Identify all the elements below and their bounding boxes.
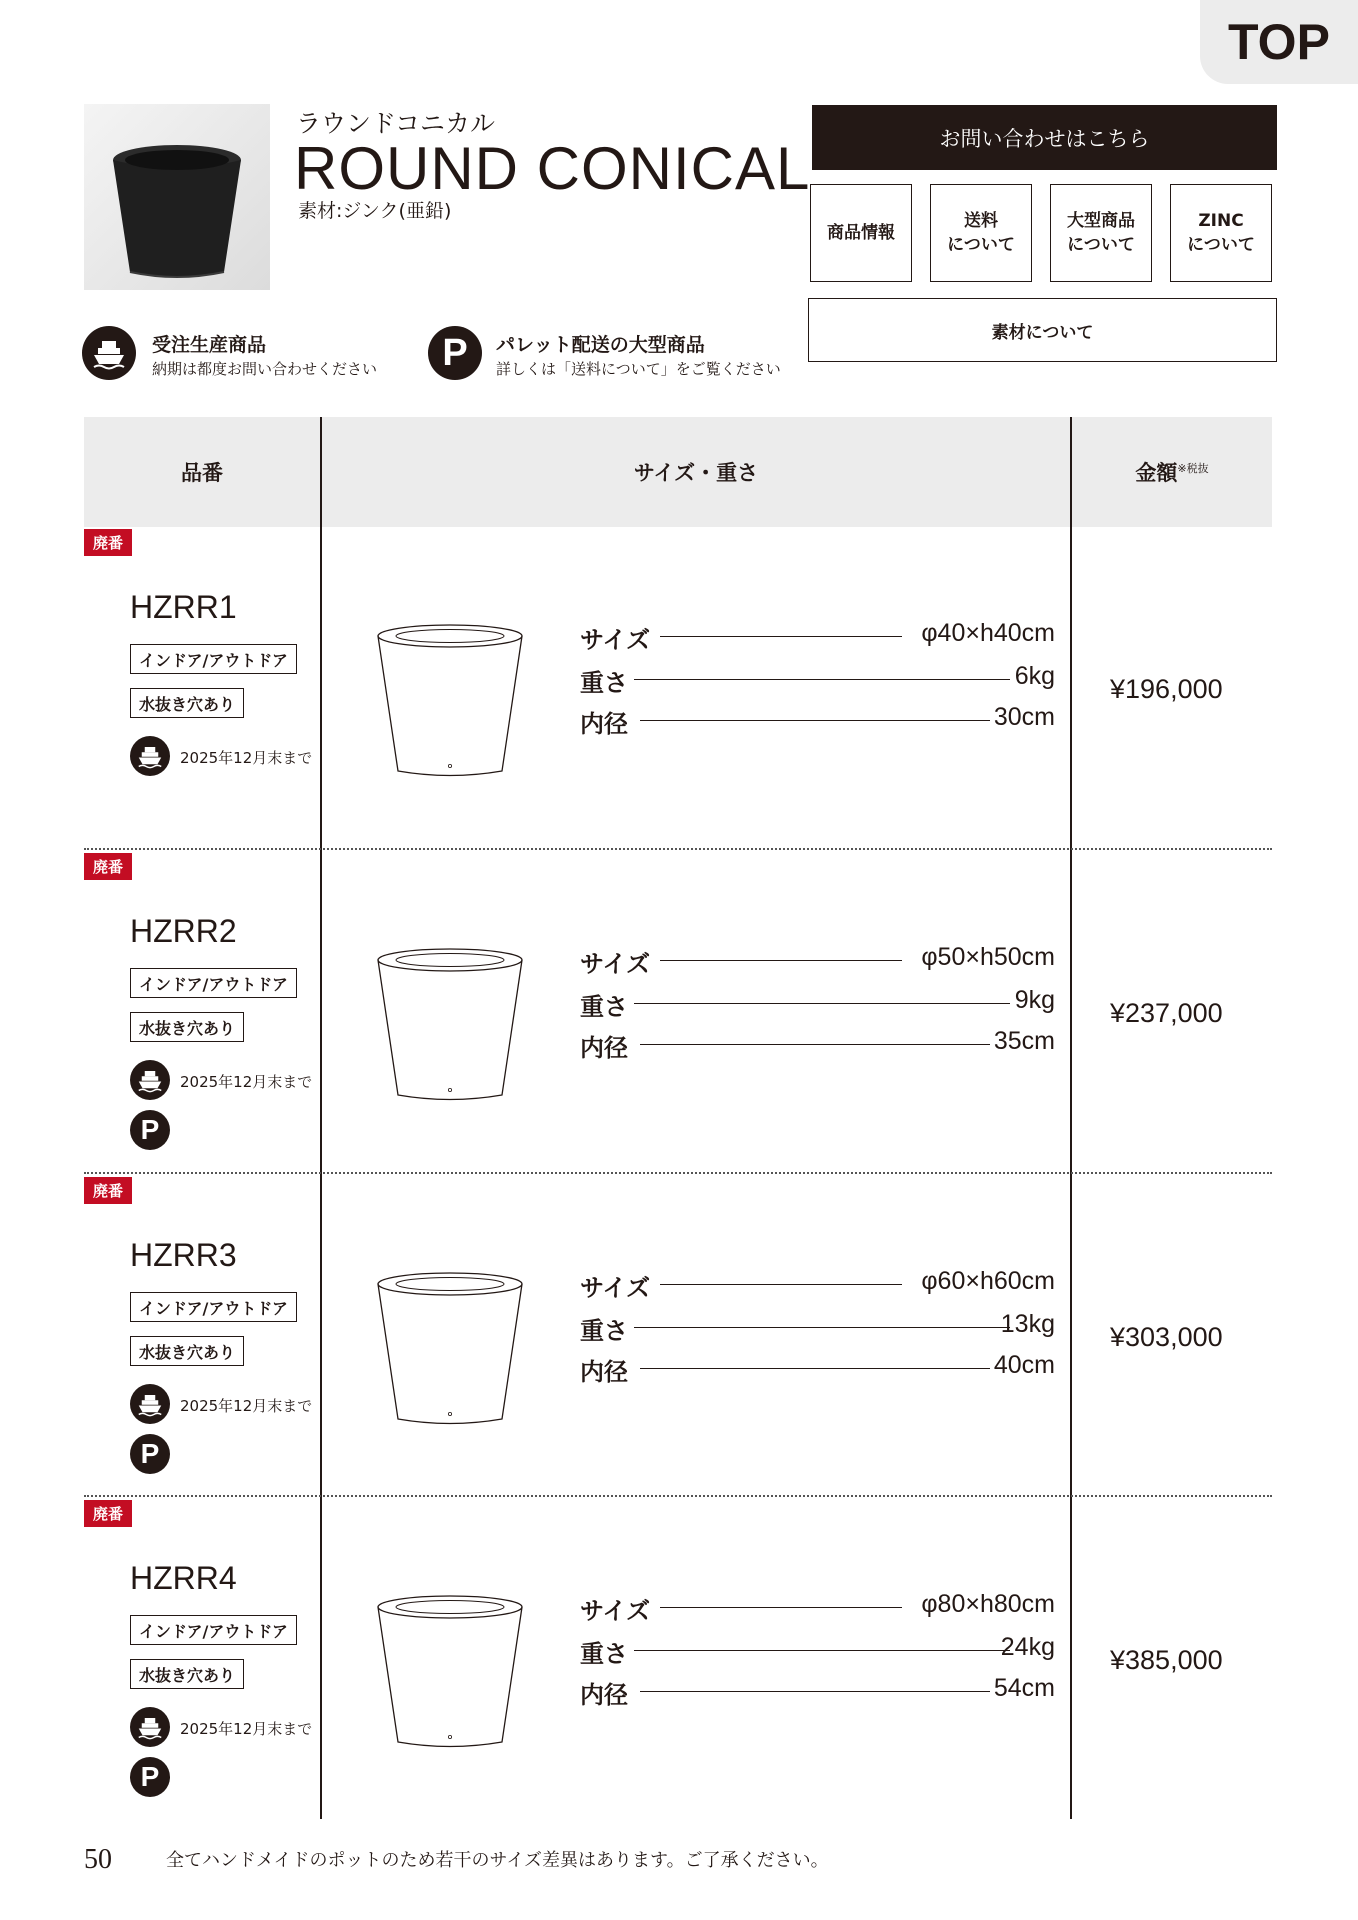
spec-label-weight: 重さ [580,993,628,1021]
ship-icon [130,1384,170,1424]
spec-label-inner: 内径 [580,710,628,738]
ship-icon [130,1707,170,1747]
spec-leader-line [640,720,990,721]
ship-icon [130,736,170,776]
spec-value-weight: 24kg [1000,1633,1055,1661]
row-separator [84,1495,1272,1497]
order-deadline: 2025年12月末まで [180,749,313,767]
spec-value-inner: 35cm [993,1027,1055,1055]
spec-label-weight: 重さ [580,669,628,697]
pallet-icon: P [130,1110,170,1150]
order-deadline: 2025年12月末まで [180,1720,313,1738]
ship-icon [82,326,136,380]
product-photo [84,104,270,290]
discontinued-badge: 廃番 [84,1500,132,1527]
pallet-icon: P [130,1757,170,1797]
spec-label-inner: 内径 [580,1681,628,1709]
pallet-note: 詳しくは「送料について」をご覧ください [496,360,781,378]
spec-value-weight: 13kg [1000,1310,1055,1338]
spec-leader-line [660,960,902,961]
spec-value-size: φ40×h40cm [921,619,1055,647]
spec-value-size: φ60×h60cm [921,1267,1055,1295]
product-info-button[interactable]: 商品情報 [810,184,912,282]
product-price: ¥196,000 [1110,674,1223,704]
spec-label-inner: 内径 [580,1034,628,1062]
product-price: ¥303,000 [1110,1322,1223,1352]
spec-leader-line [660,636,902,637]
spec-label-inner: 内径 [580,1358,628,1386]
spec-label-size: サイズ [580,950,651,978]
product-code: HZRR1 [130,589,237,625]
feature-tag-indoor-outdoor: インドア/アウトドア [130,644,297,674]
material-button[interactable]: 素材について [808,298,1277,362]
order-deadline: 2025年12月末まで [180,1073,313,1091]
header-price [1072,417,1272,527]
product-code: HZRR2 [130,913,237,949]
product-material: 素材:ジンク(亜鉛) [298,200,452,222]
shipping-button[interactable]: 送料 について [930,184,1032,282]
page-number: 50 [84,1844,112,1875]
footnote: 全てハンドメイドのポットのため若干のサイズ差異はあります。ご了承ください。 [166,1850,829,1871]
feature-tag-drain-hole: 水抜き穴あり [130,1336,244,1366]
spec-leader-line [634,679,1010,680]
spec-leader-line [634,1650,1010,1651]
header-code: 品番 [181,461,223,485]
header-price-note: ※税抜 [1177,462,1209,475]
product-price: ¥385,000 [1110,1645,1223,1675]
spec-leader-line [640,1368,990,1369]
spec-value-weight: 9kg [1014,986,1055,1014]
spec-leader-line [634,1327,1010,1328]
spec-leader-line [660,1607,902,1608]
spec-label-size: サイズ [580,1597,651,1625]
feature-tag-indoor-outdoor: インドア/アウトドア [130,1615,297,1645]
spec-value-inner: 54cm [993,1674,1055,1702]
feature-tag-indoor-outdoor: インドア/アウトドア [130,1292,297,1322]
product-price: ¥237,000 [1110,998,1223,1028]
discontinued-badge: 廃番 [84,529,132,556]
spec-label-size: サイズ [580,1274,651,1302]
spec-label-size: サイズ [580,626,651,654]
pallet-icon: P [428,326,482,380]
row-separator [84,848,1272,850]
product-kana-name: ラウンドコニカル [296,109,496,138]
pallet-title: パレット配送の大型商品 [496,334,705,356]
conical-pot-photo [84,104,270,290]
product-title: ROUND CONICAL [294,135,811,202]
product-code: HZRR3 [130,1237,237,1273]
pot-illustration [370,1264,530,1434]
spec-value-size: φ50×h50cm [921,943,1055,971]
large-items-button[interactable]: 大型商品 について [1050,184,1152,282]
made-to-order-note: 納期は都度お問い合わせください [152,360,378,378]
spec-value-size: φ80×h80cm [921,1590,1055,1618]
pot-illustration [370,616,530,786]
spec-value-weight: 6kg [1014,662,1055,690]
top-tab[interactable]: TOP [1200,0,1358,84]
discontinued-badge: 廃番 [84,853,132,880]
spec-leader-line [660,1284,902,1285]
pot-illustration [370,940,530,1110]
feature-tag-drain-hole: 水抜き穴あり [130,1659,244,1689]
spec-label-weight: 重さ [580,1640,628,1668]
zinc-button[interactable]: ZINC について [1170,184,1272,282]
made-to-order-title: 受注生産商品 [152,334,267,356]
spec-leader-line [640,1044,990,1045]
product-code: HZRR4 [130,1560,237,1596]
spec-leader-line [634,1003,1010,1004]
discontinued-badge: 廃番 [84,1177,132,1204]
spec-value-inner: 30cm [993,703,1055,731]
row-separator [84,1172,1272,1174]
header-size: サイズ・重さ [633,461,759,485]
feature-tag-indoor-outdoor: インドア/アウトドア [130,968,297,998]
spec-leader-line [640,1691,990,1692]
feature-tag-drain-hole: 水抜き穴あり [130,688,244,718]
header-price-label: 金額 [1135,461,1178,485]
feature-tag-drain-hole: 水抜き穴あり [130,1012,244,1042]
column-divider [320,417,322,1819]
column-divider [1070,417,1072,1819]
spec-value-inner: 40cm [993,1351,1055,1379]
pot-illustration [370,1587,530,1757]
order-deadline: 2025年12月末まで [180,1397,313,1415]
spec-label-weight: 重さ [580,1317,628,1345]
ship-icon [130,1060,170,1100]
pallet-icon: P [130,1434,170,1474]
contact-button[interactable]: お問い合わせはこちら [812,105,1277,170]
